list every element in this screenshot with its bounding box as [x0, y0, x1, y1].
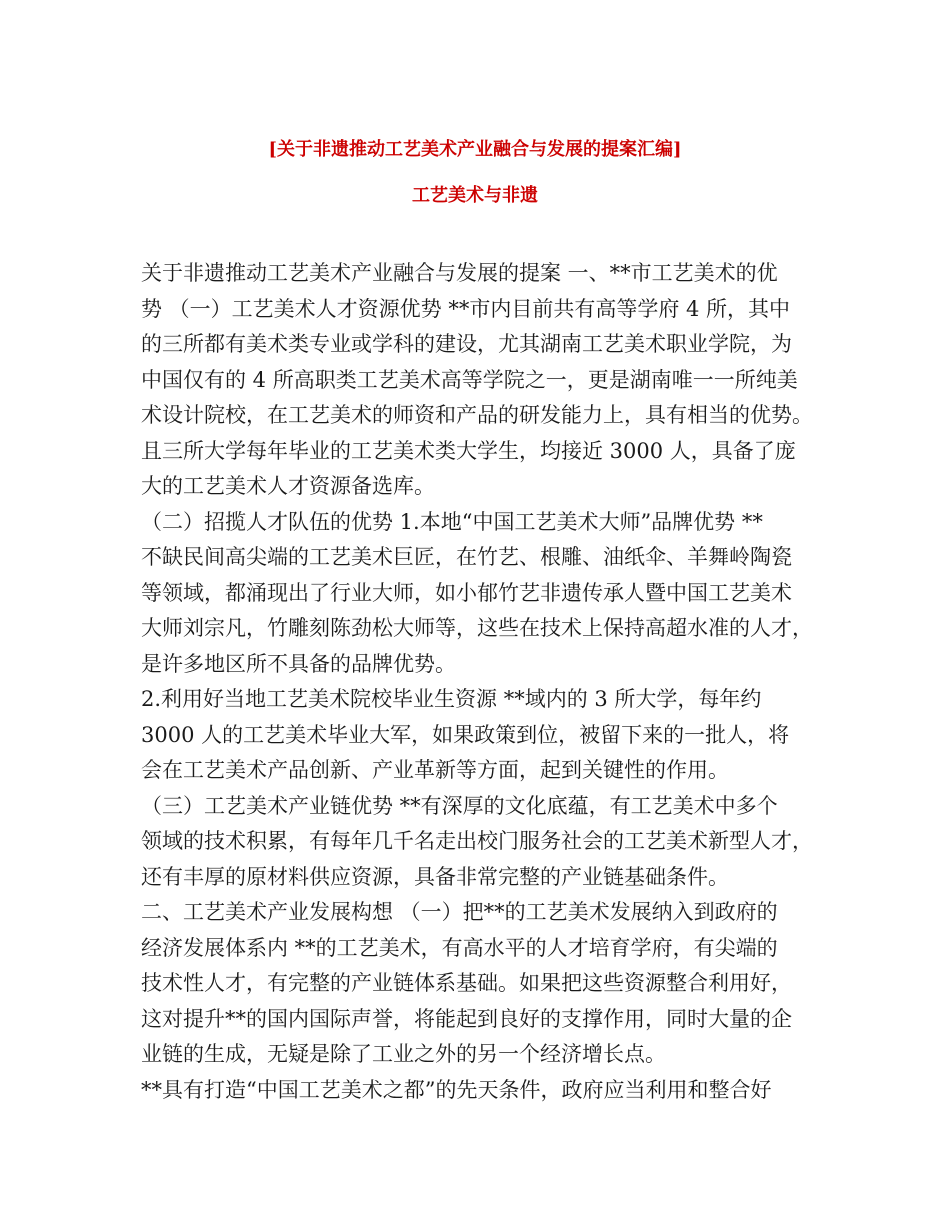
text-line: 关于非遗推动工艺美术产业融合与发展的提案 一、**市工艺美术的优 [141, 261, 778, 285]
text-line: 中国仅有的 4 所高职类工艺美术高等学院之一，更是湖南唯一一所纯美 [141, 367, 798, 392]
text-line: 还有丰厚的原材料供应资源，具备非常完整的产业链基础条件。 [141, 864, 729, 889]
text-line: 技术性人才，有完整的产业链体系基础。如果把这些资源整合利用好， [141, 971, 792, 995]
text-line: 这对提升**的国内国际声誉，将能起到良好的支撑作用，同时大量的企 [141, 1006, 792, 1031]
text-line: 势 （一）工艺美术人才资源优势 **市内目前共有高等学府 4 所，其中 [141, 296, 791, 321]
document-title: [关于非遗推动工艺美术产业融合与发展的提案汇编] [268, 139, 682, 160]
text-line: 经济发展体系内 **的工艺美术，有高水平的人才培育学府，有尖端的 [141, 935, 778, 960]
text-line: 不缺民间高尖端的工艺美术巨匠，在竹艺、根雕、油纸伞、羊舞岭陶瓷 [141, 545, 792, 569]
text-line: **具有打造“中国工艺美术之都”的先天条件，政府应当利用和整合好 [141, 1077, 772, 1102]
text-line: 大的工艺美术人才资源备选库。 [141, 474, 435, 498]
text-line: 且三所大学每年毕业的工艺美术类大学生，均接近 3000 人，具备了庞 [141, 438, 796, 463]
text-line: 大师刘宗凡，竹雕刻陈劲松大师等，这些在技术上保持高超水准的人才， [141, 616, 813, 640]
text-line: 的三所都有美术类专业或学科的建设，尤其湖南工艺美术职业学院，为 [141, 332, 792, 356]
text-line: （三）工艺美术产业链优势 **有深厚的文化底蕴，有工艺美术中多个 [141, 793, 778, 818]
text-line: （二）招揽人才队伍的优势 1.本地“中国工艺美术大师”品牌优势 ** [141, 509, 763, 534]
text-line: 3000 人的工艺美术毕业大军，如果政策到位，被留下来的一批人，将 [141, 722, 790, 747]
text-line: 是许多地区所不具备的品牌优势。 [141, 651, 456, 676]
text-line: 2.利用好当地工艺美术院校毕业生资源 **域内的 3 所大学，每年约 [141, 687, 762, 711]
text-line: 二、工艺美术产业发展构想 （一）把**的工艺美术发展纳入到政府的 [141, 900, 778, 924]
document-body [141, 256, 831, 1108]
text-line: 术设计院校，在工艺美术的师资和产品的研发能力上，具有相当的优势。 [141, 403, 813, 427]
text-line: 会在工艺美术产品创新、产业革新等方面，起到关键性的作用。 [141, 758, 729, 782]
text-line: 等领域，都涌现出了行业大师，如小郁竹艺非遗传承人暨中国工艺美术 [141, 580, 792, 605]
document-subtitle: 工艺美术与非遗 [412, 185, 538, 206]
text-line: 领域的技术积累，有每年几千名走出校门服务社会的工艺美术新型人才， [141, 829, 813, 853]
text-line: 业链的生成，无疑是除了工业之外的另一个经济增长点。 [141, 1042, 666, 1066]
